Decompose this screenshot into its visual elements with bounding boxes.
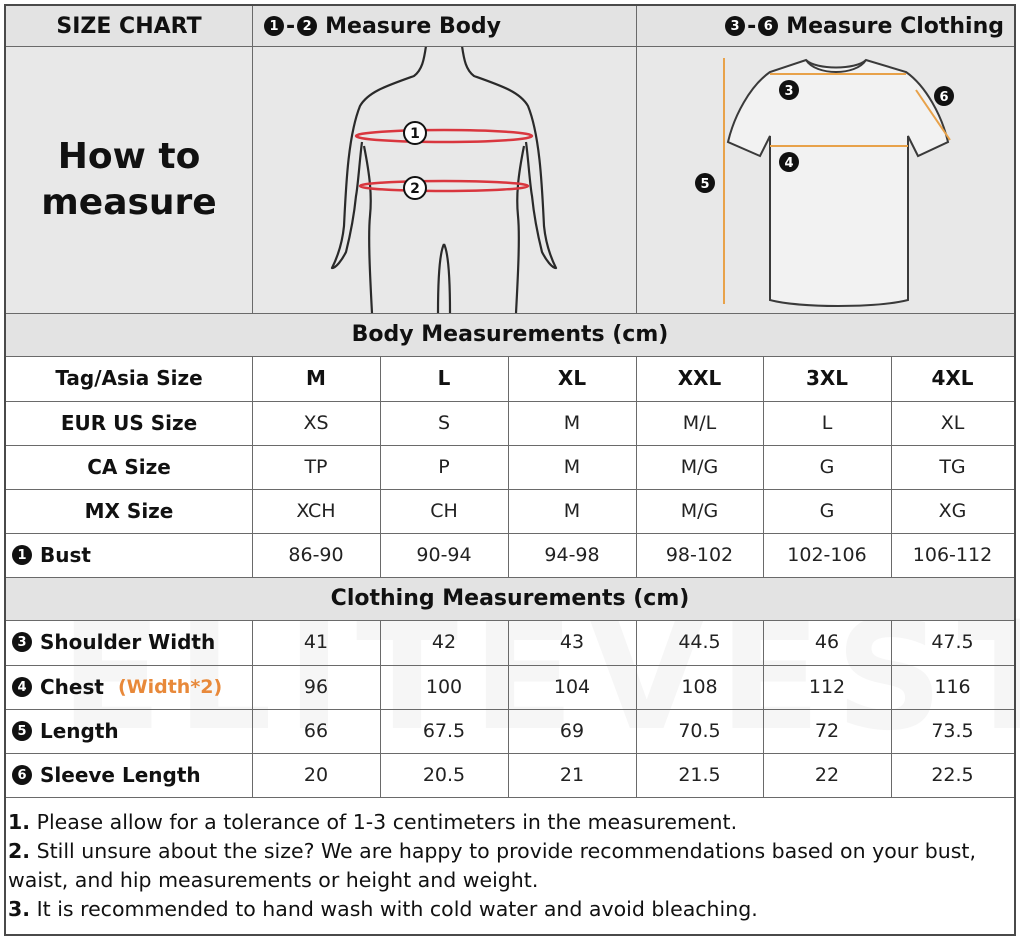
body-marker-1 (404, 122, 426, 144)
grid-line (6, 489, 1014, 490)
table-cell: 42 (431, 631, 457, 653)
table-cell: G (819, 500, 835, 522)
grid-line (6, 620, 1014, 621)
grid-line (891, 620, 892, 797)
table-cell: 102-106 (787, 544, 867, 566)
body-silhouette-illustration (252, 46, 636, 313)
table-cell: 106-112 (912, 544, 993, 566)
table-cell: M (563, 412, 581, 434)
svg-text:1: 1 (410, 126, 420, 142)
clothing-row-label (6, 665, 252, 709)
table-cell: 46 (814, 631, 840, 653)
grid-line (6, 401, 1014, 402)
table-cell: XCH (296, 500, 336, 522)
table-cell: P (438, 456, 450, 478)
table-cell: 72 (814, 720, 840, 742)
shirt-figure-cell (636, 46, 1014, 313)
table-cell: XL (940, 412, 965, 434)
table-cell: 100 (425, 676, 463, 698)
table-cell: M/L (682, 412, 717, 434)
note-item: 2. Still unsure about the size? We are happy to provide recommendations based on your bust, waist, and hip measurements or height and weight. (8, 839, 976, 892)
table-cell: M (563, 500, 581, 522)
notes-section (8, 808, 1008, 924)
table-cell: 66 (303, 720, 329, 742)
grid-line (6, 665, 1014, 666)
table-cell: 22.5 (931, 764, 974, 786)
table-cell: M/G (680, 500, 719, 522)
clothing-row-label (6, 753, 252, 797)
svg-text:3: 3 (784, 84, 794, 99)
number-badge: 4 (12, 677, 32, 697)
measure-clothing-label: Measure Clothing (786, 13, 1004, 39)
grid-line (252, 6, 253, 313)
grid-line (6, 46, 1014, 47)
table-cell: 90-94 (416, 544, 472, 566)
number-badge: 3 (12, 632, 32, 652)
body-figure-cell (252, 46, 636, 313)
grid-line (380, 620, 381, 797)
table-cell: XS (303, 412, 329, 434)
grid-line (6, 797, 1014, 798)
grid-line (508, 620, 509, 797)
measure-body-header: 1 - 2 Measure Body (252, 6, 636, 46)
table-cell: XG (938, 500, 967, 522)
shirt-marker-3 (779, 80, 799, 100)
table-cell: 108 (681, 676, 718, 698)
table-cell: CH (430, 500, 458, 522)
size-header-cell: 4XL (931, 366, 974, 390)
row-label: MX Size (84, 499, 174, 523)
table-cell: S (437, 412, 451, 434)
table-cell: 21.5 (678, 764, 721, 786)
note-item: 1. Please allow for a tolerance of 1-3 centimeters in the measurement. (8, 810, 738, 834)
chest-width-note: (Width*2) (117, 676, 223, 698)
grid-line (891, 356, 892, 577)
table-cell: 94-98 (544, 544, 600, 566)
shirt-marker-6 (934, 86, 954, 106)
number-badge: 1 (12, 545, 32, 565)
table-cell: 98-102 (665, 544, 734, 566)
table-cell: TP (304, 456, 328, 478)
table-cell: 43 (559, 631, 585, 653)
grid-line (6, 577, 1014, 578)
number-badge: 6 (12, 765, 32, 785)
table-cell: 41 (303, 631, 329, 653)
grid-line (6, 445, 1014, 446)
tshirt-illustration (636, 46, 1014, 313)
shirt-marker-4 (779, 152, 799, 172)
grid-line (636, 356, 637, 577)
measure-clothing-header: 3 - 6 Measure Clothing (636, 6, 1014, 46)
table-cell: 112 (808, 676, 846, 698)
grid-line (380, 356, 381, 577)
size-header-cell: 3XL (805, 366, 849, 390)
svg-text:5: 5 (700, 177, 710, 192)
svg-text:2: 2 (410, 181, 420, 197)
table-cell: 96 (303, 676, 329, 698)
table-cell: 21 (559, 764, 585, 786)
table-cell: G (819, 456, 835, 478)
size-chart-title: SIZE CHART (6, 6, 252, 46)
table-cell: M/G (680, 456, 719, 478)
table-cell: 104 (553, 676, 591, 698)
size-header-cell: XXL (677, 366, 722, 390)
note-item: 3. It is recommended to hand wash with cold water and avoid bleaching. (8, 897, 758, 921)
table-cell: TG (939, 456, 966, 478)
table-cell: 116 (934, 676, 971, 698)
bust-label: Bust (40, 543, 91, 567)
number-badge: 6 (758, 16, 778, 36)
grid-line (6, 709, 1014, 710)
measure-body-label: Measure Body (325, 13, 501, 39)
table-cell: 20.5 (422, 764, 466, 786)
table-cell: L (821, 412, 833, 434)
svg-text:4: 4 (784, 156, 794, 171)
grid-line (6, 356, 1014, 357)
table-cell: 67.5 (422, 720, 466, 742)
clothing-row-label (6, 620, 252, 664)
grid-line (763, 620, 764, 797)
grid-line (6, 753, 1014, 754)
number-badge: 2 (297, 16, 317, 36)
number-badge: 3 (725, 16, 745, 36)
table-cell: 22 (814, 764, 840, 786)
measurement-name: Shoulder Width (40, 630, 216, 654)
shirt-marker-5 (695, 173, 715, 193)
grid-line (763, 356, 764, 577)
size-header-cell: L (437, 366, 451, 390)
grid-line (6, 533, 1014, 534)
measurement-name: Sleeve Length (40, 763, 201, 787)
clothing-row-label (6, 709, 252, 753)
table-cell: 73.5 (931, 720, 974, 742)
size-header-cell: XL (557, 366, 587, 390)
number-badge: 1 (264, 16, 284, 36)
row-label: CA Size (87, 455, 171, 479)
how-to-measure-cell (6, 46, 252, 313)
bust-row-label (6, 533, 252, 577)
table-cell: 86-90 (288, 544, 344, 566)
row-label: EUR US Size (60, 411, 198, 435)
body-measurements-title: Body Measurements (cm) (6, 313, 1014, 356)
table-cell: 70.5 (678, 720, 721, 742)
tag-asia-size-label: Tag/Asia Size (55, 366, 203, 390)
table-cell: 69 (559, 720, 585, 742)
body-marker-2 (404, 177, 426, 199)
measurement-name: Length (40, 719, 119, 743)
table-cell: M (563, 456, 581, 478)
grid-line (252, 620, 253, 797)
table-cell: 44.5 (678, 631, 721, 653)
grid-line (636, 6, 637, 313)
size-header-cell: M (306, 366, 326, 390)
measurement-name: Chest (40, 675, 104, 699)
number-badge: 5 (12, 721, 32, 741)
table-cell: 20 (303, 764, 329, 786)
grid-line (6, 313, 1014, 314)
table-cell: 47.5 (931, 631, 974, 653)
svg-text:6: 6 (939, 90, 949, 105)
grid-line (252, 356, 253, 577)
grid-line (508, 356, 509, 577)
grid-line (636, 620, 637, 797)
clothing-measurements-title: Clothing Measurements (cm) (6, 577, 1014, 620)
how-to-measure-title: How to measure (41, 135, 217, 223)
